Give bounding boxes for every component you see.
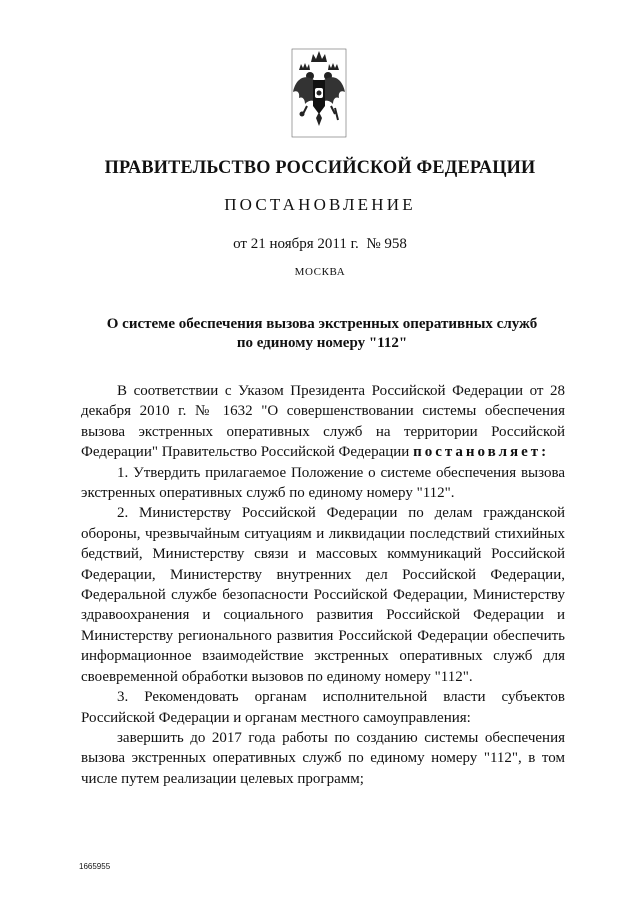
- document-date: от 21 ноября 2011 г.: [233, 236, 359, 252]
- city: МОСКВА: [294, 266, 346, 278]
- paragraph-1: 1. Утвердить прилагаемое Положение о системе обеспечения вызова экстренных оперативных служб по единому номеру "112".: [81, 464, 565, 502]
- document-code: 1665955: [79, 862, 111, 871]
- paragraph-4: завершить до 2017 года работы по созданию системы обеспечения вызова экстренных оперативных служб по единому номеру "112", в том числе путем реализации целевых программ;: [81, 729, 565, 787]
- intro-paragraph: [81, 381, 565, 463]
- subject-heading: [80, 315, 564, 353]
- paragraph-2: 2. Министерству Российской Федерации по делам гражданской обороны, чрезвычайным ситуациям и ликвидации последствий стихийных бедствий, Министерству связи и массовых коммуникаций Российской Федерации, Министерству внутренних дел Российской Федерации, Федеральной службе безопасности Российской Федерации, Министерству здравоохранения и социального развития Российской Федерации и Министерству регионального развития Российской Федерации обеспечить информационное взаимодействие экстренных оперативных служб для своевременной обработки вызовов по единому номеру "112".: [81, 505, 565, 685]
- government-title: ПРАВИТЕЛЬСТВО РОССИЙСКОЙ ФЕДЕРАЦИИ: [104, 157, 536, 178]
- document-number: № 958: [366, 236, 407, 252]
- paragraph-3: 3. Рекомендовать органам исполнительной власти субъектов Российской Федерации и органам местного самоуправления:: [81, 689, 565, 726]
- date-line: [0, 236, 640, 253]
- russian-coat-of-arms-icon: [291, 48, 347, 138]
- document-body: [81, 381, 565, 789]
- document-type: ПОСТАНОВЛЕНИЕ: [224, 195, 416, 214]
- subject-line-1: О системе обеспечения вызова экстренных оперативных служб: [106, 316, 538, 332]
- intro-text: В соответствии с Указом Президента Российской Федерации от 28 декабря 2010 г. № 1632 "О совершенствовании системы обеспечения вызова экстренных оперативных служб на территории Российской Федерации" Правительство Российской Федерации: [81, 383, 565, 461]
- resolves-keyword: постановляет:: [413, 444, 550, 461]
- subject-line-2: по единому номеру "112": [236, 335, 408, 351]
